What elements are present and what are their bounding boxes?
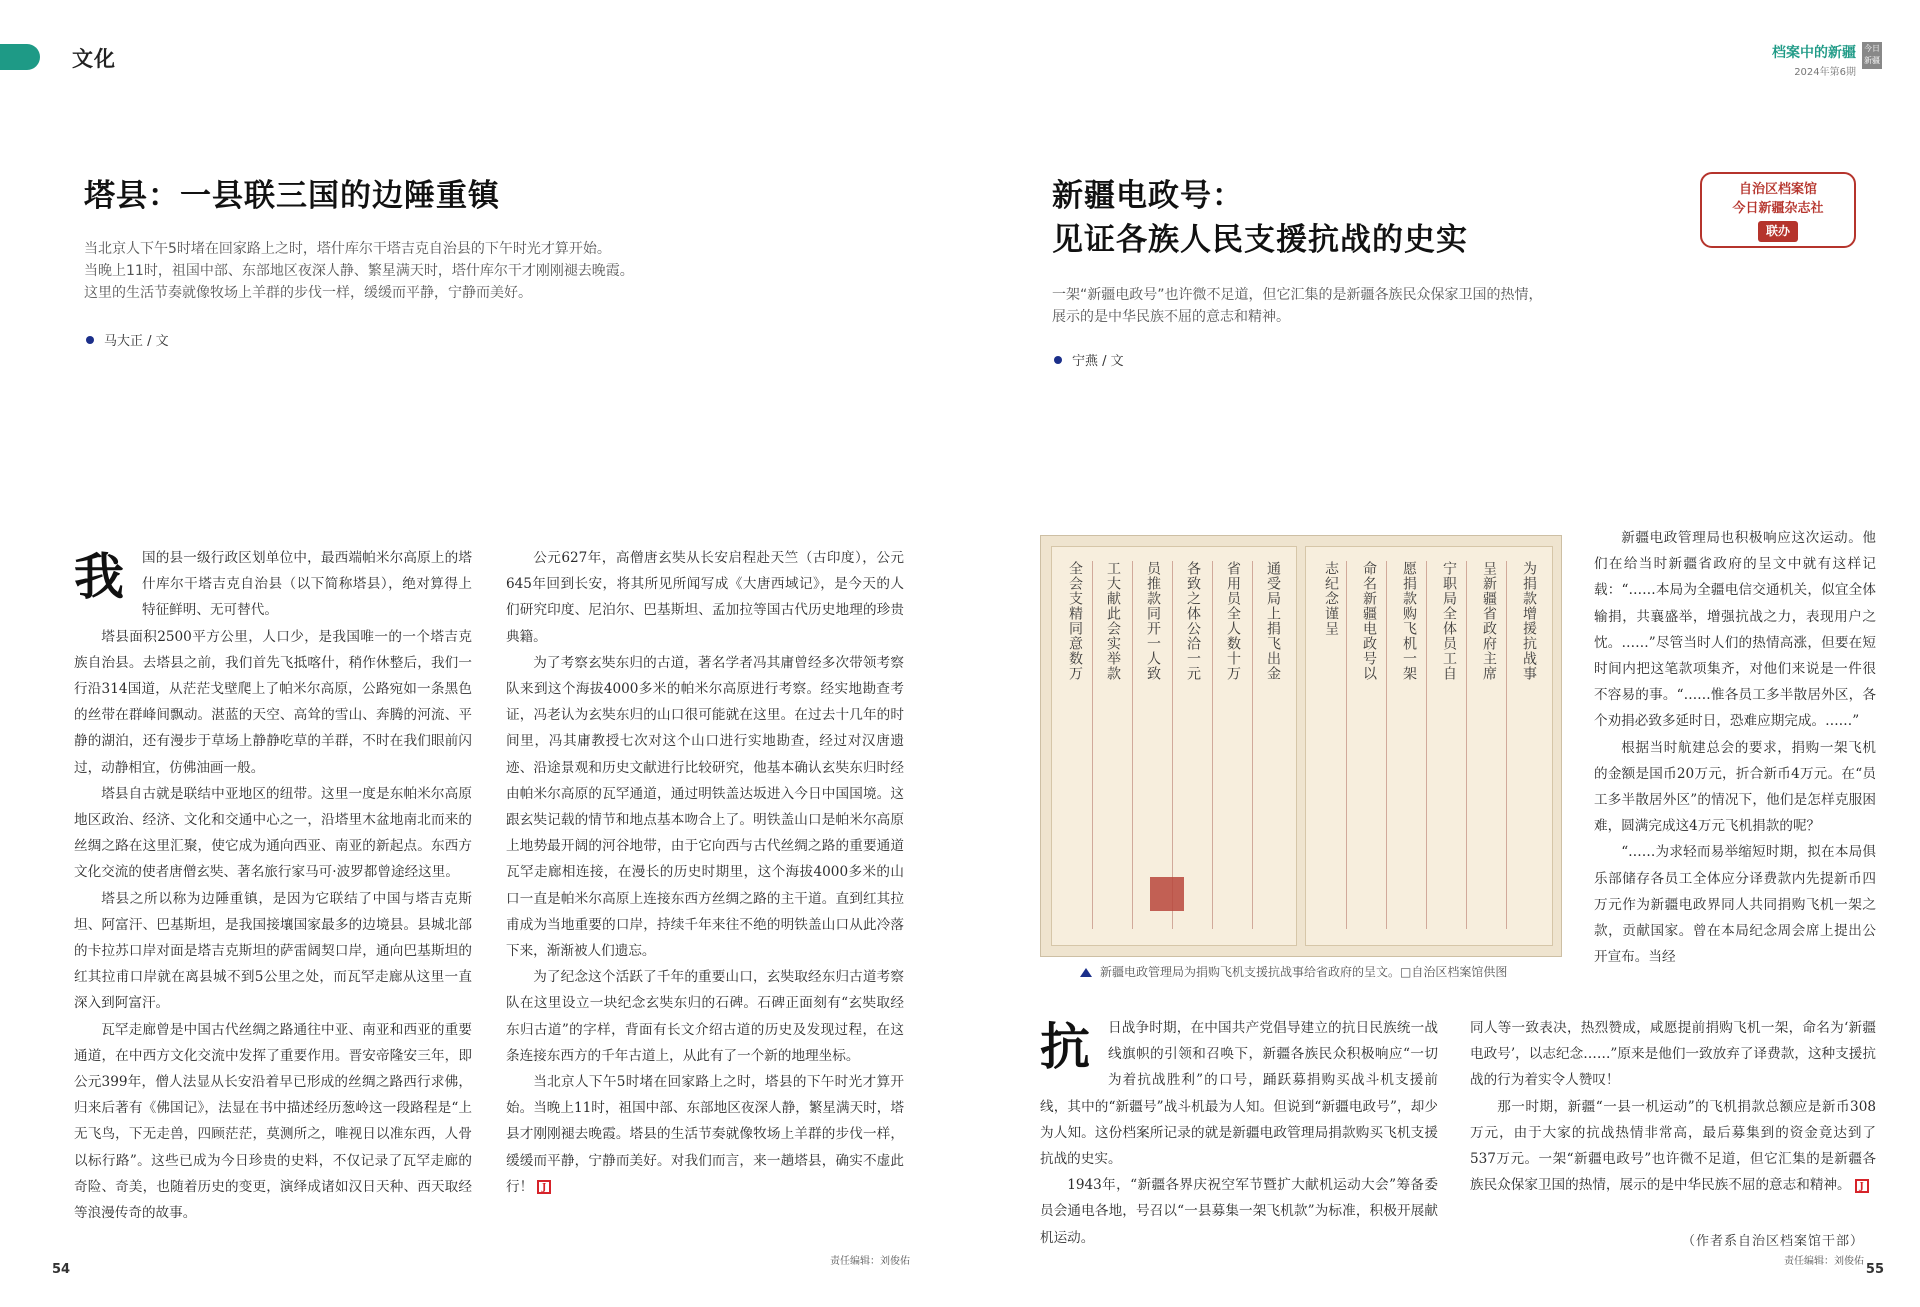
issue-number: 2024年第6期 bbox=[1794, 67, 1856, 78]
article-paragraph: 为了纪念这个活跃了千年的重要山口，玄奘取经东归古道考察队在这里设立一块纪念玄奘东归的石碑。石碑正面刻有“玄奘取经东归古道”的字样，背面有长文介绍古道的历史及发现过程，在这条连接东西方的千年古道上，从此有了一个新的地理坐标。 bbox=[506, 969, 904, 1064]
stamp-badge: 联办 bbox=[1758, 221, 1798, 242]
article-paragraph: 公元627年，高僧唐玄奘从长安启程赴天竺（古印度），公元645年回到长安，将其所见所闻写成《大唐西域记》，是今天的人们研究印度、尼泊尔、巴基斯坦、孟加拉等国古代历史地理的珍贵典籍。 bbox=[506, 550, 904, 645]
right-page-number: 55 bbox=[1865, 1262, 1884, 1277]
left-article-lede bbox=[84, 238, 804, 304]
left-article-column-1 bbox=[74, 545, 472, 1260]
article-paragraph: 根据当时航建总会的要求，捐购一架飞机的金额是国币20万元，折合新币4万元。在“员工多半散居外区”的情况下，他们是怎样克服困难，圆满完成这4万元飞机捐款的呢？ bbox=[1594, 739, 1876, 835]
document-text-column: 宁职局全体员工自 bbox=[1441, 561, 1457, 681]
right-title-line: 新疆电政号： bbox=[1052, 178, 1244, 214]
right-byline bbox=[1054, 350, 1124, 369]
column-rule bbox=[1346, 561, 1347, 929]
document-text-column: 省用员全人数十万 bbox=[1225, 561, 1241, 681]
document-page-left bbox=[1051, 546, 1297, 946]
right-article-lede bbox=[1052, 284, 1772, 328]
column-rule bbox=[1212, 561, 1213, 929]
magazine-badge: 今日新疆 bbox=[1862, 42, 1882, 69]
caption-arrow-icon bbox=[1080, 968, 1092, 977]
right-byline-text: 宁燕 / 文 bbox=[1072, 354, 1124, 369]
document-text-column: 通受局上捐飞出金 bbox=[1265, 561, 1281, 681]
document-text-column: 愿捐款购飞机一架 bbox=[1401, 561, 1417, 681]
section-tab-marker bbox=[0, 44, 40, 70]
red-seal-icon bbox=[1150, 877, 1184, 911]
left-dropcap: 我 bbox=[74, 548, 124, 606]
document-text-column: 工大献此会实举款 bbox=[1105, 561, 1121, 681]
article-paragraph: 1943年，“新疆各界庆祝空军节暨扩大献机运动大会”筹备委员会通电各地，号召以“一县募集一架飞机款”为标准，积极开展献机运动。 bbox=[1040, 1177, 1438, 1246]
article-paragraph bbox=[1470, 1094, 1876, 1199]
document-text-column: 为捐款增援抗战事 bbox=[1521, 561, 1537, 681]
masthead bbox=[1772, 42, 1882, 78]
document-text-column: 员推款同开一人致 bbox=[1145, 561, 1161, 681]
co-host-stamp bbox=[1700, 172, 1856, 248]
document-page-right bbox=[1305, 546, 1553, 946]
document-text-column: 志纪念谨呈 bbox=[1323, 561, 1339, 636]
right-editor-credit: 责任编辑：刘俊佑 bbox=[1784, 1256, 1864, 1267]
lede-line: 当北京人下午5时堵在回家路上之时，塔什库尔干塔吉克自治县的下午时光才算开始。 bbox=[84, 241, 611, 257]
stamp-line: 自治区档案馆 bbox=[1738, 182, 1817, 197]
left-page-number: 54 bbox=[52, 1262, 71, 1277]
paragraph-text: 当北京人下午5时堵在回家路上之时，塔县的下午时光才算开始。当晚上11时，祖国中部、东部地区夜深人静，繁星满天时，塔县才刚刚褪去晚霞。塔县的生活节奏就像牧场上羊群的步伐一样，缓缓而平静，宁静而美好。对我们而言，来一趟塔县，确实不虚此行！ bbox=[506, 1074, 904, 1195]
left-byline bbox=[86, 330, 169, 349]
left-article-column-2 bbox=[506, 545, 904, 1265]
article-paragraph: 为了考察玄奘东归的古道，著名学者冯其庸曾经多次带领考察队来到这个海拔4000多米的帕米尔高原进行考察。经实地勘查考证，冯老认为玄奘东归的山口很可能就在这里。在过去十几年的时间里，冯其庸教授七次对这个山口进行实地勘查，经过对汉唐遗迹、沿途景观和历史文献进行比较研究，他基本确认玄奘东归时经由帕米尔高原的瓦罕通道，通过明铁盖达坂进入今日中国国境。这跟玄奘记载的情节和地点基本吻合上了。明铁盖山口是帕米尔高原上地势最开阔的河谷地带，由于它向西与古代丝绸之路的重要通道瓦罕走廊相连接，在漫长的历史时期里，这个海拔4000多米的山口一直是帕米尔高原上连接东西方丝绸之路的主干道。直到红其拉甫成为当地重要的口岸，持续千年来往不绝的明铁盖山口从此冷落下来，渐渐被人们遗忘。 bbox=[506, 654, 904, 960]
right-title-line: 见证各族人民支援抗战的史实 bbox=[1052, 222, 1468, 258]
byline-dot-icon bbox=[86, 336, 94, 344]
stamp-line: 今日新疆杂志社 bbox=[1732, 201, 1824, 216]
lede-line: 展示的是中华民族不屈的意志和精神。 bbox=[1052, 309, 1290, 325]
document-text-column: 全会支精同意数万 bbox=[1067, 561, 1083, 681]
image-caption-text: 新疆电政管理局为捐购飞机支援抗战事给省政府的呈文。□自治区档案馆供图 bbox=[1100, 965, 1508, 979]
masthead-text bbox=[1772, 42, 1856, 78]
article-paragraph bbox=[74, 545, 472, 624]
left-article-title: 塔县：一县联三国的边陲重镇 bbox=[84, 178, 500, 214]
column-rule bbox=[1506, 561, 1507, 929]
column-rule bbox=[1252, 561, 1253, 929]
article-paragraph: 新疆电政管理局也积极响应这次运动。他们在给当时新疆省政府的呈文中就有这样记载：“……本局为全疆电信交通机关，似宜全体输捐，共襄盛举，增强抗战之力，表现用户之忱。……”尽管当时人们的热情高涨，但要在短时间内把这笔款项集齐，对他们来说是一件很不容易的事。“……惟各员工多半散居外区，各个劝捐必致多延时日，恐难应期完成。……” bbox=[1594, 530, 1876, 730]
end-mark-icon: J bbox=[1855, 1179, 1869, 1193]
article-paragraph: “……为求轻而易举缩短时期，拟在本局俱乐部储存各员工全体应分译费款内先提新币四万元作为新疆电政界同人共同捐购飞机一架之款，贡献国家。曾在本局纪念周会席上提出公开宣布。当经 bbox=[1594, 844, 1876, 966]
magazine-title: 档案中的新疆 bbox=[1772, 45, 1856, 61]
article-paragraph bbox=[1040, 1015, 1438, 1172]
document-text-column: 各致之体公洽一元 bbox=[1185, 561, 1201, 681]
section-label: 文化 bbox=[72, 47, 116, 71]
left-editor-credit: 责任编辑：刘俊佑 bbox=[830, 1256, 910, 1267]
paragraph-text: 国的县一级行政区划单位中，最西端帕米尔高原上的塔什库尔干塔吉克自治县（以下简称塔县），绝对算得上特征鲜明、无可替代。 bbox=[142, 550, 472, 619]
document-text-column: 呈新疆省政府主席 bbox=[1481, 561, 1497, 681]
article-paragraph: 瓦罕走廊曾是中国古代丝绸之路通往中亚、南亚和西亚的重要通道，在中西方文化交流中发挥了重要作用。晋安帝隆安三年，即公元399年，僧人法显从长安沿着早已形成的丝绸之路西行求佛，归来后著有《佛国记》，法显在书中描述经历葱岭这一段路程是“上无飞鸟，下无走兽，四顾茫茫，莫测所之，唯视日以准东西，人骨以标行路”。这些已成为今日珍贵的史料，不仅记录了瓦罕走廊的奇险、奇美，也随着历史的变更，演绎成诸如汉日天种、西天取经等浪漫传奇的故事。 bbox=[74, 1021, 472, 1222]
byline-dot-icon bbox=[1054, 356, 1062, 364]
right-dropcap: 抗 bbox=[1040, 1018, 1090, 1076]
paragraph-text: 日战争时期，在中国共产党倡导建立的抗日民族统一战线旗帜的引领和召唤下，新疆各族民众积极响应“一切为着抗战胜利”的口号，踊跃募捐购买战斗机支援前线，其中的“新疆号”战斗机最为人知。但说到“新疆电政号”，却少为人知。这份档案所记录的就是新疆电政管理局捐款购买飞机支援抗战的史实。 bbox=[1040, 1020, 1438, 1168]
article-paragraph: 塔县之所以称为边陲重镇，是因为它联结了中国与塔吉克斯坦、阿富汗、巴基斯坦，是我国接壤国家最多的边境县。县城北部的卡拉苏口岸对面是塔吉克斯坦的萨雷阔契口岸，通向巴基斯坦的红其拉甫口岸就在离县城不到5公里之处，而瓦罕走廊从这里一直深入到阿富汗。 bbox=[74, 890, 472, 1012]
article-paragraph: 同人等一致表决，热烈赞成，咸愿提前捐购飞机一架，命名为‘新疆电政号’，以志纪念……”原来是他们一致放弃了译费款，这种支援抗战的行为着实令人赞叹！ bbox=[1470, 1020, 1876, 1089]
end-mark-icon: J bbox=[537, 1180, 551, 1194]
article-paragraph: 塔县自古就是联结中亚地区的纽带。这里一度是东帕米尔高原地区政治、经济、文化和交通中心之一，沿塔里木盆地南北而来的丝绸之路在这里汇聚，使它成为通向西亚、南亚的新起点。东西方文化交流的使者唐僧玄奘、著名旅行家马可·波罗都曾途经这里。 bbox=[74, 785, 472, 881]
lede-line: 一架“新疆电政号”也许微不足道，但它汇集的是新疆各族民众保家卫国的热情， bbox=[1052, 287, 1543, 303]
archive-document-image bbox=[1040, 535, 1562, 957]
image-caption bbox=[1080, 963, 1507, 980]
column-rule bbox=[1092, 561, 1093, 929]
column-rule bbox=[1466, 561, 1467, 929]
paragraph-text: 那一时期，新疆“一县一机运动”的飞机捐款总额应是新币308万元，由于大家的抗战热情非常高，最后募集到的资金竟达到了537万元。一架“新疆电政号”也许微不足道，但它汇集的是新疆各族民众保家卫国的热情，展示的是中华民族不屈的意志和精神。 bbox=[1470, 1098, 1876, 1194]
column-rule bbox=[1132, 561, 1133, 929]
column-rule bbox=[1172, 561, 1173, 929]
right-article-column-1 bbox=[1040, 1015, 1438, 1255]
right-article-title bbox=[1052, 174, 1468, 262]
article-paragraph: 塔县面积2500平方公里，人口少，是我国唯一的一个塔吉克族自治县。去塔县之前，我们首先飞抵喀什，稍作休整后，我们一行沿314国道，从茫茫戈壁爬上了帕米尔高原，公路宛如一条黑色的丝带在群峰间飘动。湛蓝的天空、高耸的雪山、奔腾的河流、平静的湖泊，还有漫步于草场上静静吃草的羊群，不时在我们眼前闪过，动静相宜，仿佛油画一般。 bbox=[74, 628, 472, 776]
right-article-column-2-bottom bbox=[1470, 1015, 1876, 1230]
lede-line: 这里的生活节奏就像牧场上羊群的步伐一样，缓缓而平静，宁静而美好。 bbox=[84, 285, 532, 301]
author-note: （作者系自治区档案馆干部） bbox=[1681, 1234, 1864, 1249]
left-byline-text: 马大正 / 文 bbox=[104, 334, 169, 349]
right-article-column-2-top bbox=[1594, 525, 1876, 1007]
column-rule bbox=[1386, 561, 1387, 929]
column-rule bbox=[1426, 561, 1427, 929]
document-text-column: 命名新疆电政号以 bbox=[1361, 561, 1377, 681]
article-paragraph bbox=[506, 1069, 904, 1200]
lede-line: 当晚上11时，祖国中部、东部地区夜深人静、繁星满天时，塔什库尔干才刚刚褪去晚霞。 bbox=[84, 263, 634, 279]
